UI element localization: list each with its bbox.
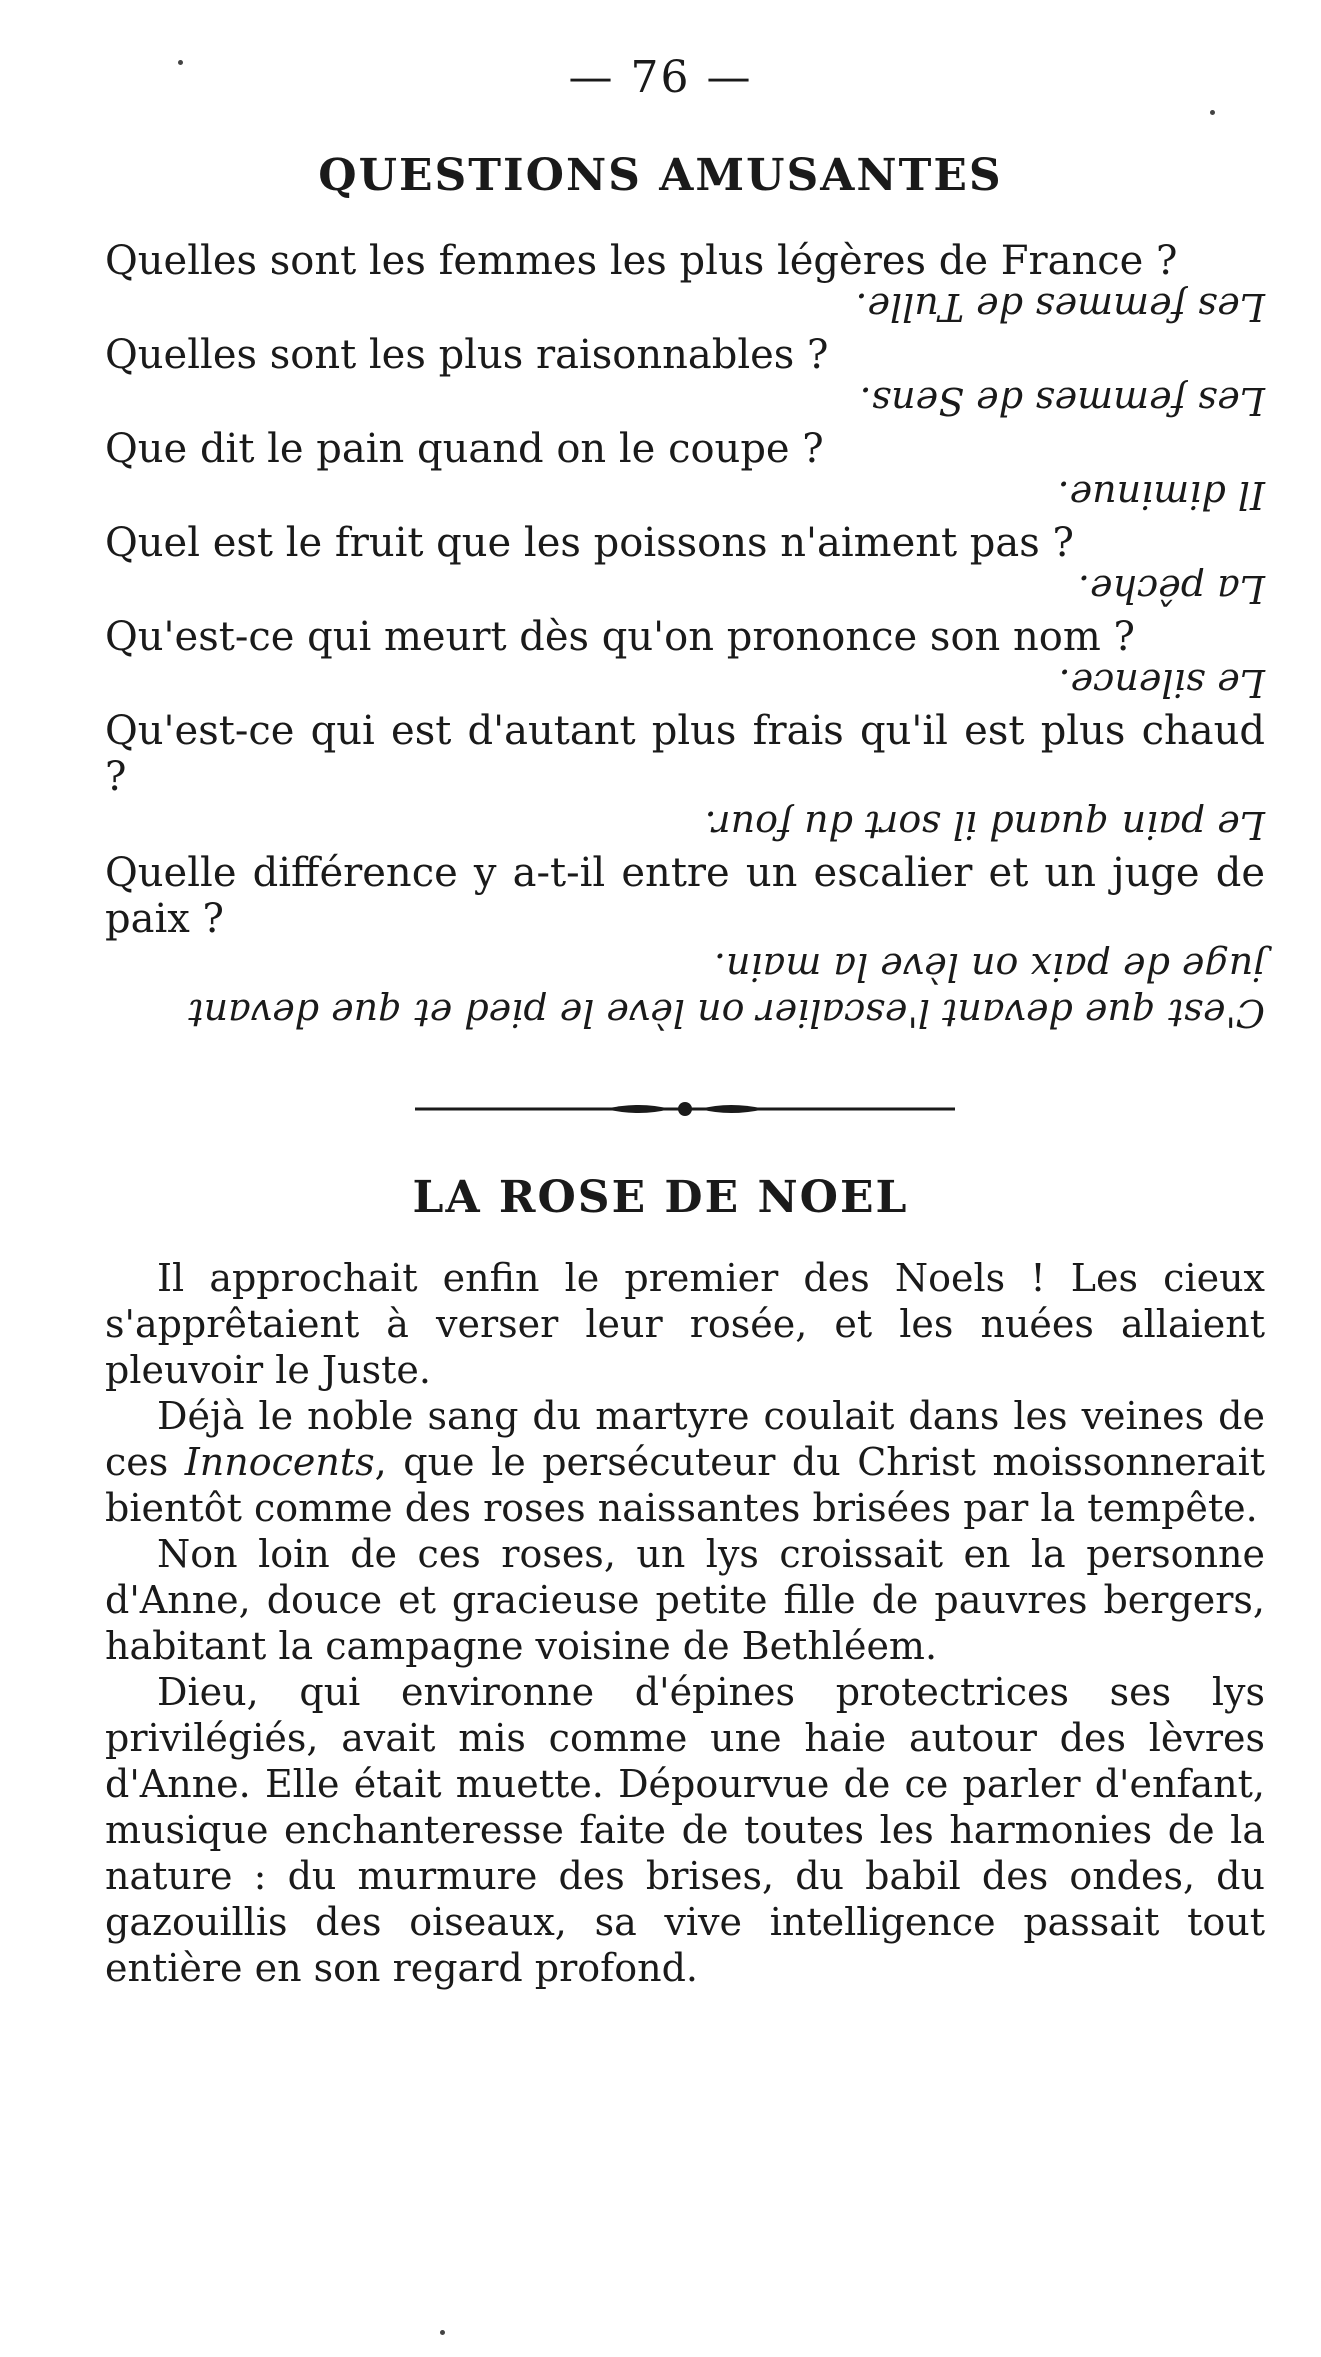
question-1: Quelles sont les femmes les plus légères de France ?	[105, 238, 1178, 284]
answer-6: Le pain quand il sort du four.	[704, 803, 1265, 847]
story-paragraph-4	[105, 1669, 1265, 1991]
story-paragraph-3	[105, 1531, 1265, 1669]
answer-2: Les femmes de Sens.	[859, 379, 1265, 423]
answer-3: Il diminue.	[1057, 473, 1265, 517]
story-paragraph-4-text: Dieu, qui environne d'épines protectrices ses lys privilégiés, avait mis comme une haie autour des lèvres d'Anne. Elle était muette. Dépourvue de ce parler d'enfant, musique enchanteresse faite de toutes les harmonies de la nature : du murmure des brises, du babil des ondes, du gazouillis des oiseaux, sa vive intelligence passait tout entière en son regard profond.	[105, 1670, 1265, 1990]
answer-7: C'est que devant l'escalier on lève le pied et que devant juge de paix on lève la main.	[188, 945, 1265, 1035]
story-paragraph-1	[105, 1255, 1265, 1393]
question-7: Quelle différence y a-t-il entre un escalier et un juge de paix ?	[105, 850, 1265, 942]
story-paragraph-2	[105, 1393, 1265, 1531]
print-speck	[178, 60, 183, 65]
questions-title: QUESTIONS AMUSANTES	[318, 150, 1003, 201]
page-number: — 76 —	[568, 52, 753, 103]
story-paragraph-2-emphasis: Innocents	[184, 1440, 375, 1484]
story-paragraph-1-text: Il approchait enfin le premier des Noels ! Les cieux s'apprêtaient à verser leur rosée, et les nuées allaient pleuvoir le Juste.	[105, 1256, 1265, 1392]
story-paragraph-2-text-end: , que le persécuteur du Christ moissonnerait bientôt comme des roses naissantes brisées par la tempête.	[105, 1440, 1265, 1530]
question-5: Qu'est-ce qui meurt dès qu'on prononce son nom ?	[105, 614, 1135, 660]
story-text	[105, 1255, 1265, 1991]
print-speck	[440, 2330, 445, 2335]
print-speck	[1210, 110, 1215, 115]
answer-5: Le silence.	[1058, 661, 1265, 705]
question-4: Quel est le fruit que les poissons n'aiment pas ?	[105, 520, 1074, 566]
story-paragraph-3-text: Non loin de ces roses, un lys croissait en la personne d'Anne, douce et gracieuse petite fille de pauvres bergers, habitant la campagne voisine de Bethléem.	[105, 1532, 1265, 1668]
story-paragraph-2-text-start: Déjà le noble sang du martyre coulait dans les veines de ces	[105, 1394, 1265, 1484]
answer-4: La pêche.	[1077, 567, 1265, 611]
question-2: Quelles sont les plus raisonnables ?	[105, 332, 829, 378]
question-3: Que dit le pain quand on le coupe ?	[105, 426, 824, 472]
questions-list	[105, 238, 1265, 1036]
question-6: Qu'est-ce qui est d'autant plus frais qu'il est plus chaud ?	[105, 708, 1265, 800]
answer-1: Les femmes de Tulle.	[855, 285, 1265, 329]
section-divider-ornament	[415, 1098, 955, 1120]
story-title: LA ROSE DE NOEL	[412, 1172, 909, 1223]
